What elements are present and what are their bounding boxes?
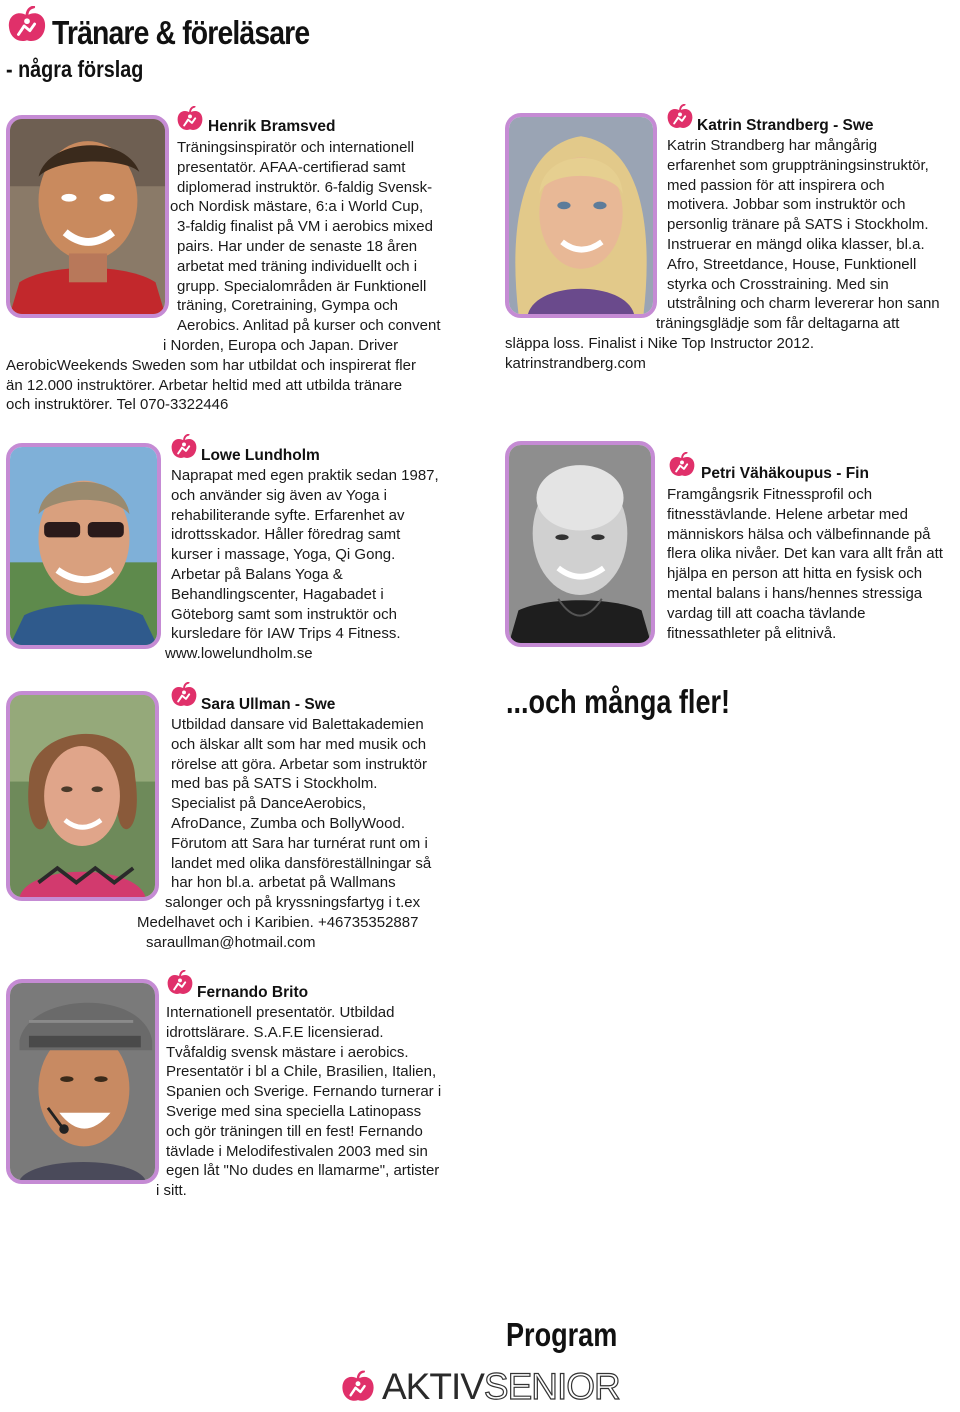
trainer-name: Lowe Lundholm [201, 447, 320, 464]
trainer-name: Henrik Bramsved [208, 118, 336, 135]
trainer-bio: Naprapat med egen praktik sedan 1987, och använder sig även av Yoga i rehabiliterande syfte. Erfarenhet av idrottsskador. Håller föredrag samt kurser i massage, Yoga, Qi Gong. Arbetar på Balans Yoga & Behandlingscenter, Hagabadet i Göteborg samt som instruktör och kursledare för IAW Trips 4 Fitness. www.lowelundholm.se [165, 467, 439, 663]
trainer-bio: Internationell presentatör. Utbildad idrottslärare. S.A.F.E licensierad. Tvåfaldig svensk mästare i aerobics. Presentatör i bl a Chile, Brasilien, Italien, Spanien och Sverige. Fernando turnerar i Sverige med sina speciella Latinopass och gör träningen till en fest! Fernando tävlade i Melodifestivalen 2003 med sin egen låt "No dudes en llamarme", artister i sitt. [156, 1004, 442, 1200]
brand-senior: SENIOR [483, 1366, 620, 1407]
trainer-name: Sara Ullman - Swe [201, 696, 336, 713]
apple-logo-icon [175, 106, 205, 132]
more-trainers-heading: ...och många fler! [506, 683, 731, 720]
trainer-name: Katrin Strandberg - Swe [697, 117, 874, 134]
trainer-bio: Framgångsrik Fitnessprofil och fitnesstävlande. Helene arbetar med människors hälsa och välbefinnande på flera olika nivåer. Det kan vara allt från att hjälpa en person att hitta en fysisk och mental balans i hans/hennes stressiga vardag till att coacha tävlande fitnessathleter på elitnivå. [667, 486, 943, 642]
apple-logo-icon [169, 682, 199, 708]
trainer-name: Petri Vähäkoupus - Fin [701, 465, 869, 482]
page-title: Tränare & föreläsare [52, 14, 310, 51]
aktivsenior-logo [340, 1367, 620, 1407]
apple-logo-icon [667, 452, 697, 478]
trainer-name: Fernando Brito [197, 984, 309, 1001]
trainer-bio: Katrin Strandberg har mångårig erfarenhet som gruppträningsinstruktör, med passion för att inspirera och motivera. Jobbar som instruktör och personlig tränare på SATS i Stockholm. Instruerar en mängd olika klasser, bl.a. Afro, Streetdance, House, Funktionell styrka och Crosstraining. Med sin utstrålning och charm levererar hon sann träningsglädje som får deltagarna att släppa loss. Finalist i Nike Top Instructor 2012. katrinstrandberg.com [505, 137, 940, 372]
apple-logo-icon [6, 6, 48, 44]
apple-logo-icon [165, 970, 195, 996]
brand-aktiv: AKTIV [382, 1366, 484, 1407]
apple-logo-icon [169, 434, 199, 460]
program-heading: Program [506, 1316, 618, 1353]
trainer-photo-lowe [6, 443, 161, 649]
page-subtitle: - några förslag [6, 56, 144, 82]
trainer-bio: Träningsinspiratör och internationell presentatör. AFAA-certifierad samt diplomerad instruktör. 6-faldig Svensk- och Nordisk mästare, 6:a i World Cup, 3-faldig finalist på VM i aerobics mixed pairs. Har under de senaste 18 åren arbetat med träning individuellt och i grupp. Specialområden är Funktionell träning, Coretraining, Gympa och Aerobics. Anlitad på kurser och convent i Norden, Europa och Japan. Driver AerobicWeekends Sweden som har utbildat och inspirerat fler än 12.000 instruktörer. Arbetar heltid med att utbilda tränare och instruktörer. Tel 070-3322446 [6, 139, 441, 414]
trainer-photo-fernando [6, 979, 159, 1184]
trainer-bio: Utbildad dansare vid Balettakademien och älskar allt som har med musik och rörelse att göra. Arbetar som instruktör med bas på SATS i Stockholm. Specialist på DanceAerobics, AfroDance, Zumba och BollyWood. Förutom att Sara har turnérat runt om i landet med olika dansföreställningar så har hon bl.a. arbetat på Wallmans salonger och på kryssningsfartyg i t.ex Medelhavet och i Karibien. +46735352887 saraullman@hotmail.com [137, 716, 432, 951]
trainer-photo-petri [505, 441, 655, 647]
apple-logo-icon [665, 104, 695, 130]
apple-logo-icon [340, 1370, 376, 1404]
